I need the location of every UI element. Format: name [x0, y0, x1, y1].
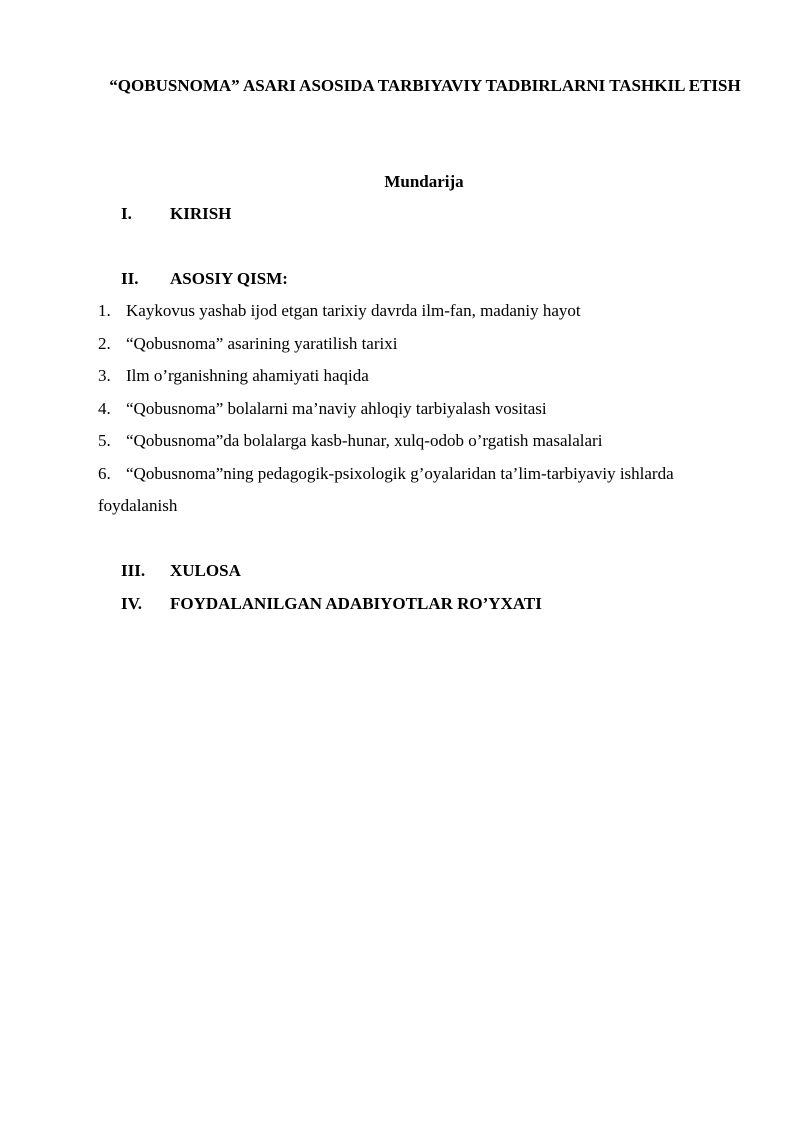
section-number: I. — [121, 204, 132, 223]
document-title: “QOBUSNOMA” ASARI ASOSIDA TARBIYAVIY TADBIRLARNI TASHKIL ETISH — [109, 76, 741, 95]
item-number: 4. — [98, 399, 111, 418]
item-text: Ilm o’rganishning ahamiyati haqida — [126, 366, 369, 385]
toc-item — [98, 458, 738, 522]
section-label: ASOSIY QISM: — [170, 269, 288, 288]
section-number: III. — [121, 561, 146, 580]
section-number: II. — [121, 269, 139, 288]
item-number: 6. — [98, 464, 111, 483]
toc-item — [98, 397, 547, 421]
item-text: “Qobusnoma” bolalarni ma’naviy ahloqiy tarbiyalash vositasi — [126, 399, 547, 418]
item-text: Kaykovus yashab ijod etgan tarixiy davrda ilm-fan, madaniy hayot — [126, 301, 581, 320]
item-text: “Qobusnoma” asarining yaratilish tarixi — [126, 334, 398, 353]
item-text: “Qobusnoma”da bolalarga kasb-hunar, xulq-odob o’rgatish masalalari — [126, 431, 603, 450]
toc-item — [98, 299, 581, 323]
toc-item — [98, 364, 369, 388]
toc-section-introduction — [121, 202, 231, 226]
toc-section-conclusion — [121, 559, 241, 583]
toc-section-references — [121, 592, 542, 616]
item-text: “Qobusnoma”ning pedagogik-psixologik g’oyalaridan ta’lim-tarbiyaviy ishlarda foydalanish — [98, 464, 674, 515]
toc-item — [98, 429, 602, 453]
item-number: 2. — [98, 334, 111, 353]
toc-heading: Mundarija — [384, 172, 464, 191]
item-number: 1. — [98, 301, 111, 320]
section-number: IV. — [121, 594, 142, 613]
toc-item — [98, 332, 397, 356]
toc-section-main-part — [121, 267, 288, 291]
section-label: XULOSA — [170, 561, 241, 580]
item-number: 3. — [98, 366, 111, 385]
item-number: 5. — [98, 431, 111, 450]
section-label: FOYDALANILGAN ADABIYOTLAR RO’YXATI — [170, 594, 542, 613]
section-label: KIRISH — [170, 204, 232, 223]
